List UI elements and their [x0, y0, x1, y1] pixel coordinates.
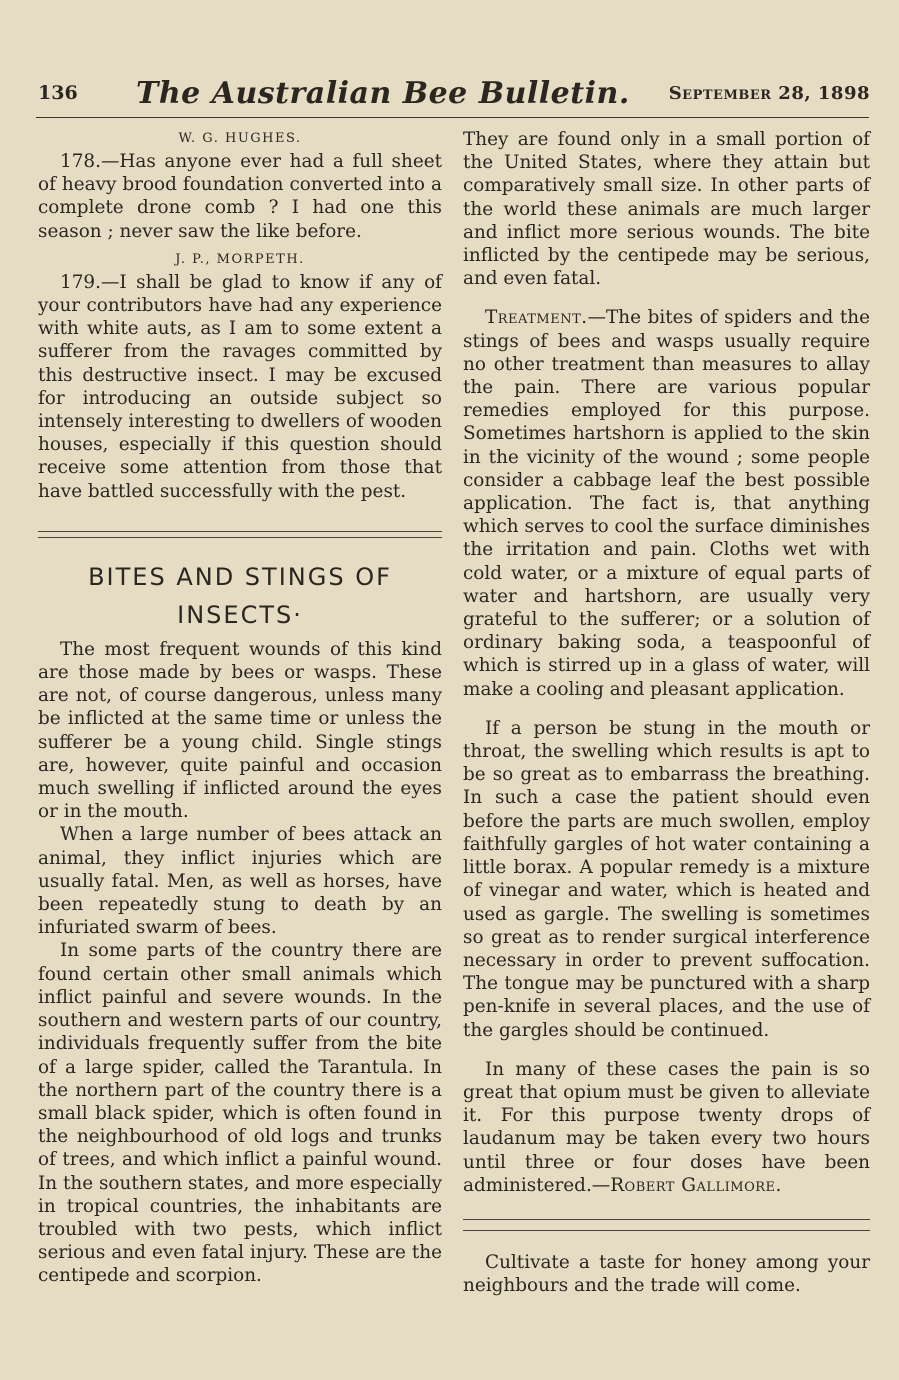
issue-date: September 28, 1898	[668, 83, 870, 104]
article-paragraph	[463, 1058, 870, 1197]
article-paragraph: They are found only in a small portion of the United States, where they attain but comparatively small size. In other parts of the world these animals are much larger and inflict more serious wounds. The bite inflicted by the centipede may be serious, and even fatal.	[463, 129, 870, 290]
header-rule	[36, 117, 869, 118]
treatment-label: Treatment.	[485, 307, 588, 329]
journal-title: The Australian Bee Bulletin.	[136, 76, 630, 111]
article-paragraph: If a person be stung in the mouth or throat, the swelling which results is apt to be so great as to embarrass the breathing. In such a case the patient should even before the parts are much swollen, employ faithfully gargles of hot water containing a little borax. A popular remedy is a mixture of vinegar and water, which is heated and used as gargle. The swelling is sometimes so great as to render surgical interference necessary in order to prevent suffocation. The tongue may be punctured with a sharp pen-knife in several places, and the use of the gargles should be continued.	[463, 717, 870, 1041]
article-paragraph: The most frequent wounds of this kind are those made by bees or wasps. These are not, of course dangerous, unless many be inflicted at the same time or unless the sufferer be a young child. Single stings are, however, quite painful and occasion much swelling if inflicted around the eyes or in the mouth.	[38, 638, 442, 823]
letter-author: J. P., MORPETH.	[175, 251, 305, 267]
article-paragraph: In some parts of the country there are found certain other small animals which inflict painful and severe wounds. In the southern and western parts of our country, individuals frequently suffer from the bite of a large spider, called the Tarantula. In the northern part of the country there is a small black spider, which is often found in the neighbourhood of old logs and trunks of trees, and which inflict a painful wound. In the southern states, and more especially in tropical countries, the inhabitants are troubled with two pests, which inflict serious and even fatal injury. These are the centipede and scorpion.	[38, 940, 442, 1287]
author-signature: Robert Gallimore.	[610, 1174, 782, 1196]
section-divider	[463, 1219, 870, 1220]
article-title: INSECTS·	[177, 600, 303, 629]
article-paragraph: When a large number of bees attack an animal, they inflict injuries which are usually fatal. Men, as well as horses, have been repeatedly stung to death by an infuriated swarm of bees.	[38, 824, 442, 939]
section-divider	[463, 1230, 870, 1231]
page-header	[38, 76, 870, 120]
page-number: 136	[38, 82, 78, 104]
treatment-paragraph	[463, 306, 870, 700]
section-divider	[38, 531, 442, 532]
right-column	[463, 128, 870, 1297]
letter-author: W. G. HUGHES.	[178, 131, 302, 146]
article-title: BITES AND STINGS OF	[88, 562, 392, 591]
letter-text: 179.—I shall be glad to know if any of your contributors have had any experience with white auts, as I am to some extent a sufferer from the ravages committed by this destructive insect. I may be excused for introducing an outside subject so intensely interesting to dwellers of wooden houses, especially if this question should receive some attention from those that have battled successfully with the pest.	[38, 271, 442, 502]
closing-note: Cultivate a taste for honey among your neighbours and the trade will come.	[463, 1251, 870, 1297]
article-text: In many of these cases the pain is so great that opium must be given to alleviate it. For this purpose twenty drops of laudanum may be taken every two hours until three or four doses have been administered.—	[463, 1058, 870, 1196]
letter-text: 178.—Has anyone ever had a full sheet of heavy brood foundation converted into a complete drone comb ? I had one this season ; never saw the like before.	[38, 151, 442, 242]
treatment-text: —The bites of spiders and the stings of bees and wasps usually require no other treatment than measures to allay the pain. There are various popular remedies employed for this purpose. Sometimes hartshorn is applied to the skin in the vicinity of the wound ; some people consider a cabbage leaf the best possible application. The fact is, that anything which serves to cool the surface diminishes the irritation and pain. Cloths wet with cold water, or a mixture of equal parts of water and hartshorn, are usually very grateful to the sufferer; or a solution of ordinary baking soda, a teaspoonful of which is stirred up in a glass of water, will make a cooling and pleasant application.	[463, 307, 870, 700]
left-column	[38, 128, 442, 1288]
